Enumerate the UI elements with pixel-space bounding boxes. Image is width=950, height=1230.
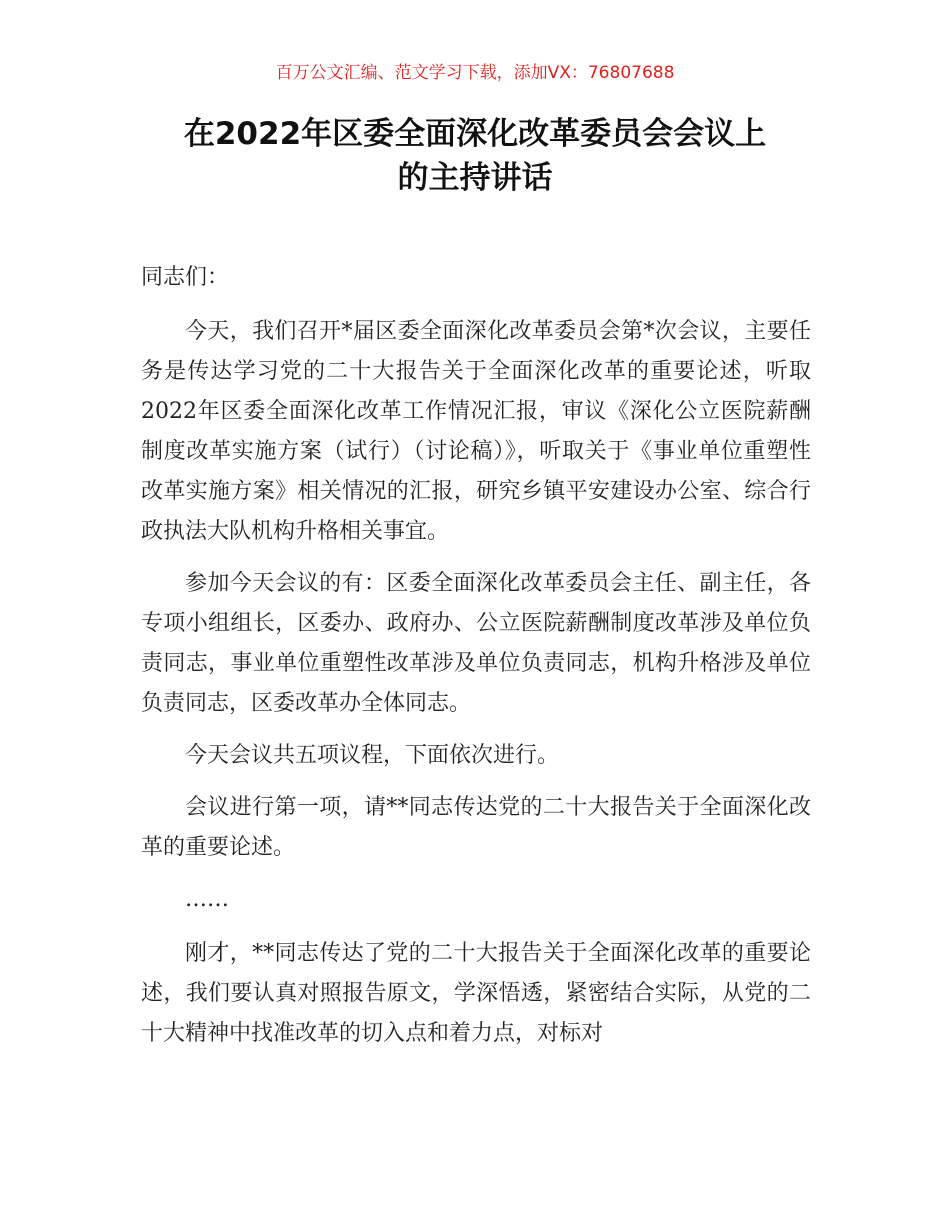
title-line-2: 的主持讲话	[397, 160, 553, 196]
paragraph-ellipsis: ……	[185, 887, 229, 912]
document-body	[141, 258, 811, 1066]
document-title	[120, 112, 830, 200]
paragraph-attendees: 参加今天会议的有：区委全面深化改革委员会主任、副主任，各专项小组组长，区委办、政府办、公立医院薪酬制度改革涉及单位负责同志，事业单位重塑性改革涉及单位负责同志，机构升格涉及单位负责同志，区委改革办全体同志。	[141, 571, 811, 716]
paragraph-opening: 今天，我们召开*届区委全面深化改革委员会第*次会议，主要任务是传达学习党的二十大报告关于全面深化改革的重要论述，听取2022年区委全面深化改革工作情况汇报，审议《深化公立医院薪酬制度改革实施方案（试行）（讨论稿）》，听取关于《事业单位重塑性改革实施方案》相关情况的汇报，研究乡镇平安建设办公室、综合行政执法大队机构升格相关事宜。	[141, 319, 811, 544]
watermark-header: 百万公文汇编、范文学习下载，添加VX：76807688	[275, 63, 675, 83]
paragraph-item-one: 会议进行第一项，请**同志传达党的二十大报告关于全面深化改革的重要论述。	[141, 795, 811, 860]
title-line-1: 在2022年区委全面深化改革委员会会议上	[183, 116, 767, 152]
salutation: 同志们：	[141, 265, 230, 290]
paragraph-agenda: 今天会议共五项议程，下面依次进行。	[185, 743, 560, 768]
paragraph-summary: 刚才，**同志传达了党的二十大报告关于全面深化改革的重要论述，我们要认真对照报告原文，学深悟透，紧密结合实际，从党的二十大精神中找准改革的切入点和着力点，对标对	[141, 941, 811, 1046]
